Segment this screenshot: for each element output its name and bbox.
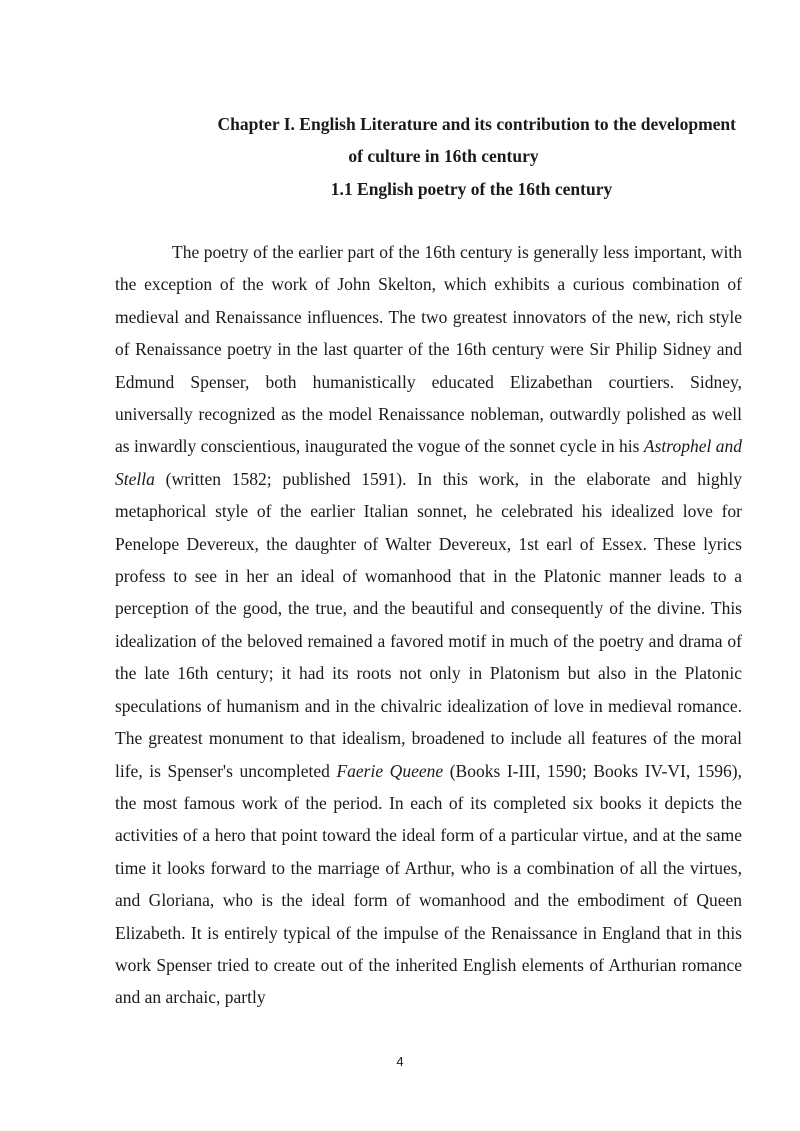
paragraph-text-part1: The poetry of the earlier part of the 16th century is generally less important, with the exception of the work of John Skelton, which exhibits a curious combination of medieval and Renaissance influences. The two greatest innovators of the new, rich style of Renaissance poetry in the last quarter of the 16th century were Sir Philip Sidney and Edmund Spenser, both humanistically educated Elizabethan courtiers. Sidney, universally recognized as the model Renaissance nobleman, outwardly polished as well as inwardly conscientious, inaugurated the vogue of the sonnet cycle in his (115, 242, 742, 457)
section-title: 1.1 English poetry of the 16th century (330, 178, 613, 199)
chapter-heading (115, 108, 742, 205)
paragraph-text-part3: (Books I-III, 1590; Books IV-VI, 1596), the most famous work of the period. In each of its completed six books it depicts the activities of a hero that point toward the ideal form of a particular virtue, and at the same time it looks forward to the marriage of Arthur, who is a combination of all the virtues, and Gloriana, who is the ideal form of womanhood and the embodiment of Queen Elizabeth. It is entirely typical of the impulse of the Renaissance in England that in this work Spenser tried to create out of the inherited English elements of Arthurian romance and an archaic, partly (115, 760, 743, 1008)
chapter-title-line2: of culture in 16th century (348, 146, 539, 167)
chapter-title-line1: Chapter I. English Literature and its contribution to the development (217, 114, 736, 134)
italic-title-faerie-queene: Faerie Queene (336, 760, 444, 781)
page-number: 4 (396, 1054, 404, 1069)
italic-title-astrophel: Astrophel and Stella (115, 436, 743, 489)
body-paragraph (115, 236, 742, 1014)
paragraph-text-part2: (written 1582; published 1591). In this work, in the elaborate and highly metaphorical style of the earlier Italian sonnet, he celebrated his idealized love for Penelope Devereux, the daughter of Walter Devereux, 1st earl of Essex. These lyrics profess to see in her an ideal of womanhood that in the Platonic manner leads to a perception of the good, the true, and the beautiful and consequently of the divine. This idealization of the beloved remained a favored motif in much of the poetry and drama of the late 16th century; it had its roots not only in Platonism but also in the Platonic speculations of humanism and in the chivalric idealization of love in medieval romance. The greatest monument to that idealism, broadened to include all features of the moral life, is Spenser's uncompleted (115, 468, 742, 781)
